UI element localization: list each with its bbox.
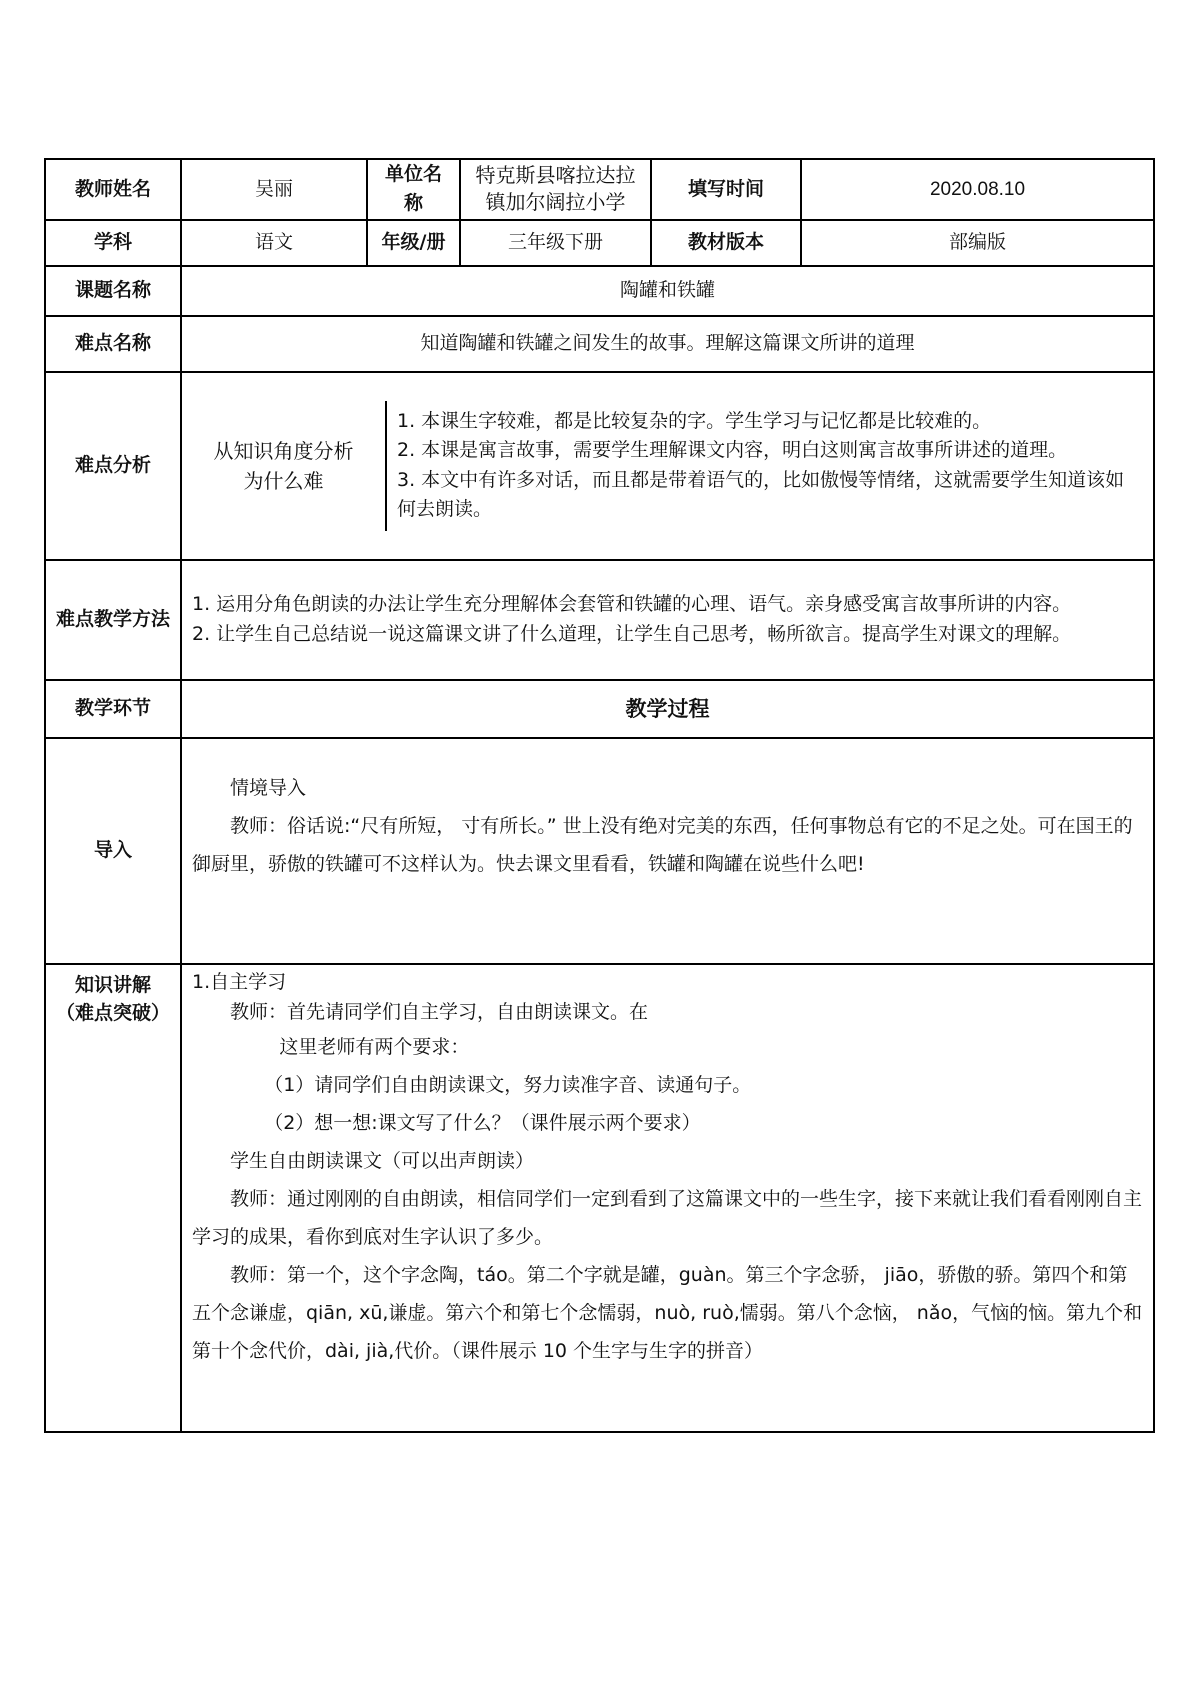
knowledge-line-8: 教师：第一个，这个字念陶，táo。第二个字就是罐，guàn。第三个字念骄， jiāo，骄傲的骄。第四个和第五个念谦虚，qiān, xū,谦虚。第六个和第七个念懦弱，nuò, ruò,懦弱。第八个念恼， nǎo，气恼的恼。第九个和第十个念代价，dài, jià,代价。（课件展示 10 个生字与生字的拼音）	[192, 1263, 1143, 1362]
intro-label: 导入	[45, 738, 181, 964]
header-row-1	[45, 159, 1154, 220]
subject-label: 学科	[45, 220, 181, 266]
topic-label: 课题名称	[45, 266, 181, 316]
analysis-item-2: 2. 本课是寓言故事，需要学生理解课文内容，明白这则寓言故事所讲述的道理。	[397, 439, 1068, 462]
edition-label: 教材版本	[651, 220, 801, 266]
method-row	[45, 560, 1154, 680]
topic-row	[45, 266, 1154, 316]
intro-heading: 情境导入	[230, 776, 307, 799]
difficulty-label: 难点名称	[45, 316, 181, 372]
date-label: 填写时间	[651, 159, 801, 220]
date-value: 2020.08.10	[801, 159, 1154, 220]
knowledge-line-6: 学生自由朗读课文（可以出声朗读）	[230, 1149, 535, 1172]
analysis-inner	[182, 401, 1153, 531]
grade-label: 年级/册	[367, 220, 460, 266]
header-row-2	[45, 220, 1154, 266]
process-value: 教学过程	[181, 680, 1154, 738]
knowledge-label-line2: （难点突破）	[56, 1002, 171, 1025]
method-label: 难点教学方法	[45, 560, 181, 680]
teacher-value: 吴丽	[181, 159, 367, 220]
knowledge-line-4: （1）请同学们自由朗读课文，努力读准字音、读通句子。	[264, 1073, 752, 1096]
knowledge-line-2: 教师：首先请同学们自主学习，自由朗读课文。在	[230, 1001, 649, 1024]
process-label: 教学环节	[45, 680, 181, 738]
knowledge-line-1: 1.自主学习	[192, 970, 287, 993]
knowledge-line-7: 教师：通过刚刚的自由朗读，相信同学们一定到看到了这篇课文中的一些生字，接下来就让我们看看刚刚自主学习的成果，看你到底对生字认识了多少。	[192, 1187, 1143, 1248]
knowledge-line-5: （2）想一想:课文写了什么？（课件展示两个要求）	[264, 1111, 701, 1134]
intro-text: 教师：俗话说:“尺有所短， 寸有所长。” 世上没有绝对完美的东西，任何事物总有它的不足之处。可在国王的御厨里，骄傲的铁罐可不这样认为。快去课文里看看，铁罐和陶罐在说些什么吧!	[192, 814, 1133, 875]
grade-value: 三年级下册	[460, 220, 651, 266]
edition-value: 部编版	[801, 220, 1154, 266]
analysis-item-1: 1. 本课生字较难，都是比较复杂的字。学生学习与记忆都是比较难的。	[397, 410, 992, 432]
method-item-2: 2. 让学生自己总结说一说这篇课文讲了什么道理，让学生自己思考，畅所欲言。提高学生对课文的理解。	[192, 622, 1072, 645]
analysis-label: 难点分析	[45, 372, 181, 560]
difficulty-value: 知道陶罐和铁罐之间发生的故事。理解这篇课文所讲的道理	[181, 316, 1154, 372]
intro-row	[45, 738, 1154, 964]
process-row	[45, 680, 1154, 738]
unit-value: 特克斯县喀拉达拉镇加尔阔拉小学	[460, 159, 651, 220]
topic-value: 陶罐和铁罐	[181, 266, 1154, 316]
difficulty-row	[45, 316, 1154, 372]
knowledge-line-3: 这里老师有两个要求：	[279, 1035, 470, 1058]
method-item-1: 1. 运用分角色朗读的办法让学生充分理解体会套管和铁罐的心理、语气。亲身感受寓言故事所讲的内容。	[192, 593, 1072, 616]
lesson-plan-page	[44, 158, 1153, 1433]
unit-label: 单位名称	[367, 159, 460, 220]
subject-value: 语文	[181, 220, 367, 266]
lesson-plan-table	[44, 158, 1155, 1433]
knowledge-label-line1: 知识讲解	[74, 973, 151, 996]
analysis-row	[45, 372, 1154, 560]
analysis-sub-label: 从知识角度分析为什么难	[182, 401, 386, 531]
analysis-item-3: 3. 本文中有许多对话，而且都是带着语气的，比如傲慢等情绪，这就需要学生知道该如何去朗读。	[397, 468, 1125, 521]
knowledge-row	[45, 964, 1154, 1432]
teacher-label: 教师姓名	[45, 159, 181, 220]
